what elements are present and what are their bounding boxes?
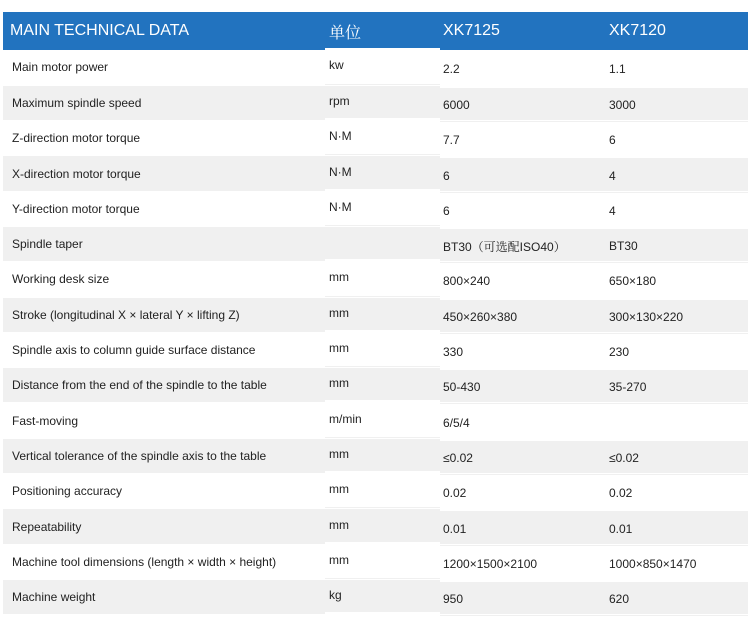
model-a-value-cell: BT30（可选配ISO40） [440,228,606,263]
technical-data-sheet [3,12,748,615]
table-row [3,297,748,332]
model-a-value-cell: 950 [440,581,606,616]
parameter-cell: Distance from the end of the spindle to the table [3,368,325,403]
model-b-value-cell: 0.02 [606,476,748,511]
model-b-column-header: XK7120 [609,22,666,39]
model-b-value-cell: 35-270 [606,370,748,405]
table-row [3,226,748,261]
unit-cell: mm [325,330,440,365]
parameter-cell: Spindle taper [3,226,325,261]
model-b-value-cell: 650×180 [606,264,748,299]
technical-data-table [3,12,748,615]
table-row [3,509,748,544]
unit-cell: kg [325,577,440,612]
model-b-value-cell: 6 [606,123,748,158]
table-row [3,544,748,579]
model-b-value-cell [606,405,748,440]
model-a-value-cell: 0.02 [440,476,606,511]
parameter-cell: Repeatability [3,509,325,544]
table-row [3,438,748,473]
model-b-value-cell: 230 [606,334,748,369]
table-row [3,85,748,120]
unit-cell: mm [325,436,440,471]
table-row [3,579,748,614]
model-a-value-cell: 6/5/4 [440,405,606,440]
unit-cell: kw [325,48,440,83]
parameter-cell: Vertical tolerance of the spindle axis to the table [3,438,325,473]
model-a-value-cell: 6 [440,158,606,193]
model-b-value-cell: 4 [606,158,748,193]
model-a-value-cell: 1200×1500×2100 [440,546,606,581]
table-body [3,50,748,615]
unit-cell: N·M [325,119,440,154]
table-row [3,121,748,156]
model-a-value-cell: 800×240 [440,264,606,299]
model-b-value-cell: ≤0.02 [606,440,748,475]
model-a-value-cell: 7.7 [440,123,606,158]
model-a-value-cell: ≤0.02 [440,440,606,475]
model-b-value-cell: 4 [606,193,748,228]
model-a-value-cell: 50-430 [440,370,606,405]
unit-cell: mm [325,366,440,401]
unit-cell: m/min [325,401,440,436]
unit-column-header: 单位 [329,24,362,42]
model-a-column-header: XK7125 [443,22,500,39]
table-row [3,156,748,191]
unit-cell: N·M [325,189,440,224]
model-b-value-cell: 0.01 [606,511,748,546]
table-row [3,50,748,85]
table-row [3,403,748,438]
unit-cell: mm [325,472,440,507]
model-a-value-cell: 330 [440,334,606,369]
parameter-cell: Maximum spindle speed [3,85,325,120]
parameter-cell: Z-direction motor torque [3,121,325,156]
table-title: MAIN TECHNICAL DATA [10,22,189,39]
table-row [3,368,748,403]
model-b-value-cell: 1.1 [606,52,748,87]
unit-cell: N·M [325,154,440,189]
model-b-value-cell: 300×130×220 [606,299,748,334]
parameter-cell: Y-direction motor torque [3,191,325,226]
parameter-cell: Machine tool dimensions (length × width × height) [3,544,325,579]
table-header-row [3,12,748,50]
parameter-cell: Machine weight [3,579,325,614]
unit-cell [325,224,440,259]
parameter-cell: Working desk size [3,262,325,297]
model-b-value-cell: 3000 [606,87,748,122]
table-row [3,262,748,297]
parameter-cell: Spindle axis to column guide surface distance [3,332,325,367]
table-row [3,332,748,367]
unit-cell: mm [325,260,440,295]
parameter-cell: Positioning accuracy [3,474,325,509]
table-row [3,474,748,509]
parameter-cell: Main motor power [3,50,325,85]
unit-cell: rpm [325,83,440,118]
model-a-value-cell: 6000 [440,87,606,122]
model-b-value-cell: 620 [606,581,748,616]
model-a-value-cell: 0.01 [440,511,606,546]
parameter-cell: Stroke (longitudinal X × lateral Y × lifting Z) [3,297,325,332]
unit-cell: mm [325,295,440,330]
unit-cell: mm [325,507,440,542]
model-a-value-cell: 450×260×380 [440,299,606,334]
model-b-value-cell: BT30 [606,228,748,263]
parameter-cell: X-direction motor torque [3,156,325,191]
model-a-value-cell: 6 [440,193,606,228]
model-b-value-cell: 1000×850×1470 [606,546,748,581]
model-a-value-cell: 2.2 [440,52,606,87]
table-row [3,191,748,226]
parameter-cell: Fast-moving [3,403,325,438]
unit-cell: mm [325,542,440,577]
